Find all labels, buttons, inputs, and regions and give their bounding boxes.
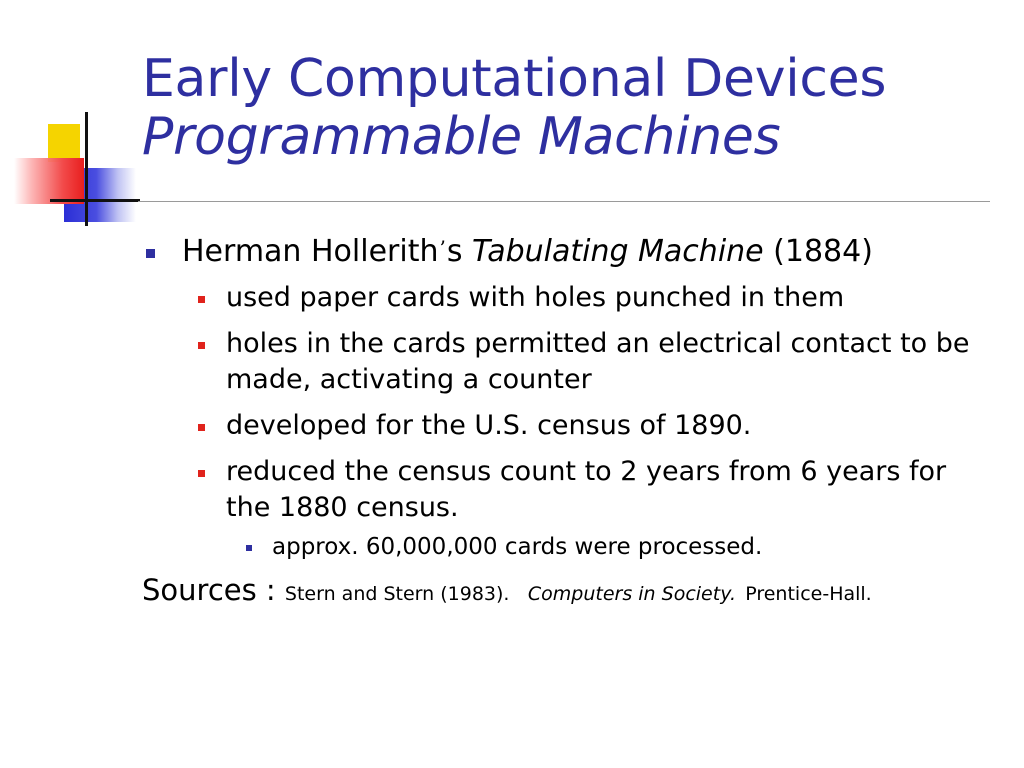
- decorative-vertical-line: [85, 112, 88, 226]
- title-underline: [138, 201, 990, 202]
- bullet-machine: Tabulating Machine: [472, 234, 764, 269]
- sources-authors: Stern and Stern (1983).: [284, 583, 510, 605]
- title-subtitle: Programmable Machines: [142, 107, 781, 167]
- sources-publisher: Prentice-Hall.: [745, 583, 872, 605]
- square-bullet-icon: [198, 470, 205, 477]
- bullet-level2: [142, 326, 986, 398]
- bullet-name: Herman Hollerith: [182, 234, 439, 269]
- bullet-text: used paper cards with holes punched in them: [226, 282, 845, 313]
- square-bullet-icon: [146, 249, 155, 258]
- title-main: Early Computational Devices: [142, 49, 887, 109]
- sources-label: Sources :: [142, 573, 276, 607]
- bullet-level2: [142, 280, 986, 316]
- bullet-text: developed for the U.S. census of 1890.: [226, 410, 752, 441]
- decorative-yellow-square: [48, 124, 80, 162]
- bullet-year: (1884): [773, 234, 873, 269]
- slide-title: [142, 50, 886, 166]
- bullet-possessive: s: [446, 234, 463, 269]
- square-bullet-icon: [198, 342, 205, 349]
- decorative-red-gradient: [14, 158, 84, 204]
- bullet-text: holes in the cards permitted an electrical contact to be made, activating a counter: [226, 328, 970, 395]
- square-bullet-icon: [198, 424, 205, 431]
- square-bullet-icon: [246, 545, 252, 551]
- decorative-horizontal-line: [50, 199, 140, 202]
- square-bullet-icon: [198, 296, 205, 303]
- sources-book: Computers in Society.: [527, 583, 736, 605]
- bullet-text: reduced the census count to 2 years from 6 years for the 1880 census.: [226, 456, 947, 523]
- bullet-apostrophe: ’: [439, 236, 446, 260]
- bullet-level3: [142, 532, 1002, 562]
- bullet-level1: [142, 232, 1002, 274]
- bullet-text: approx. 60,000,000 cards were processed.: [272, 534, 763, 560]
- sources-line: [142, 570, 1002, 614]
- bullet-level2: [142, 454, 986, 526]
- bullet-level2: [142, 408, 986, 444]
- slide-content: [142, 232, 1002, 614]
